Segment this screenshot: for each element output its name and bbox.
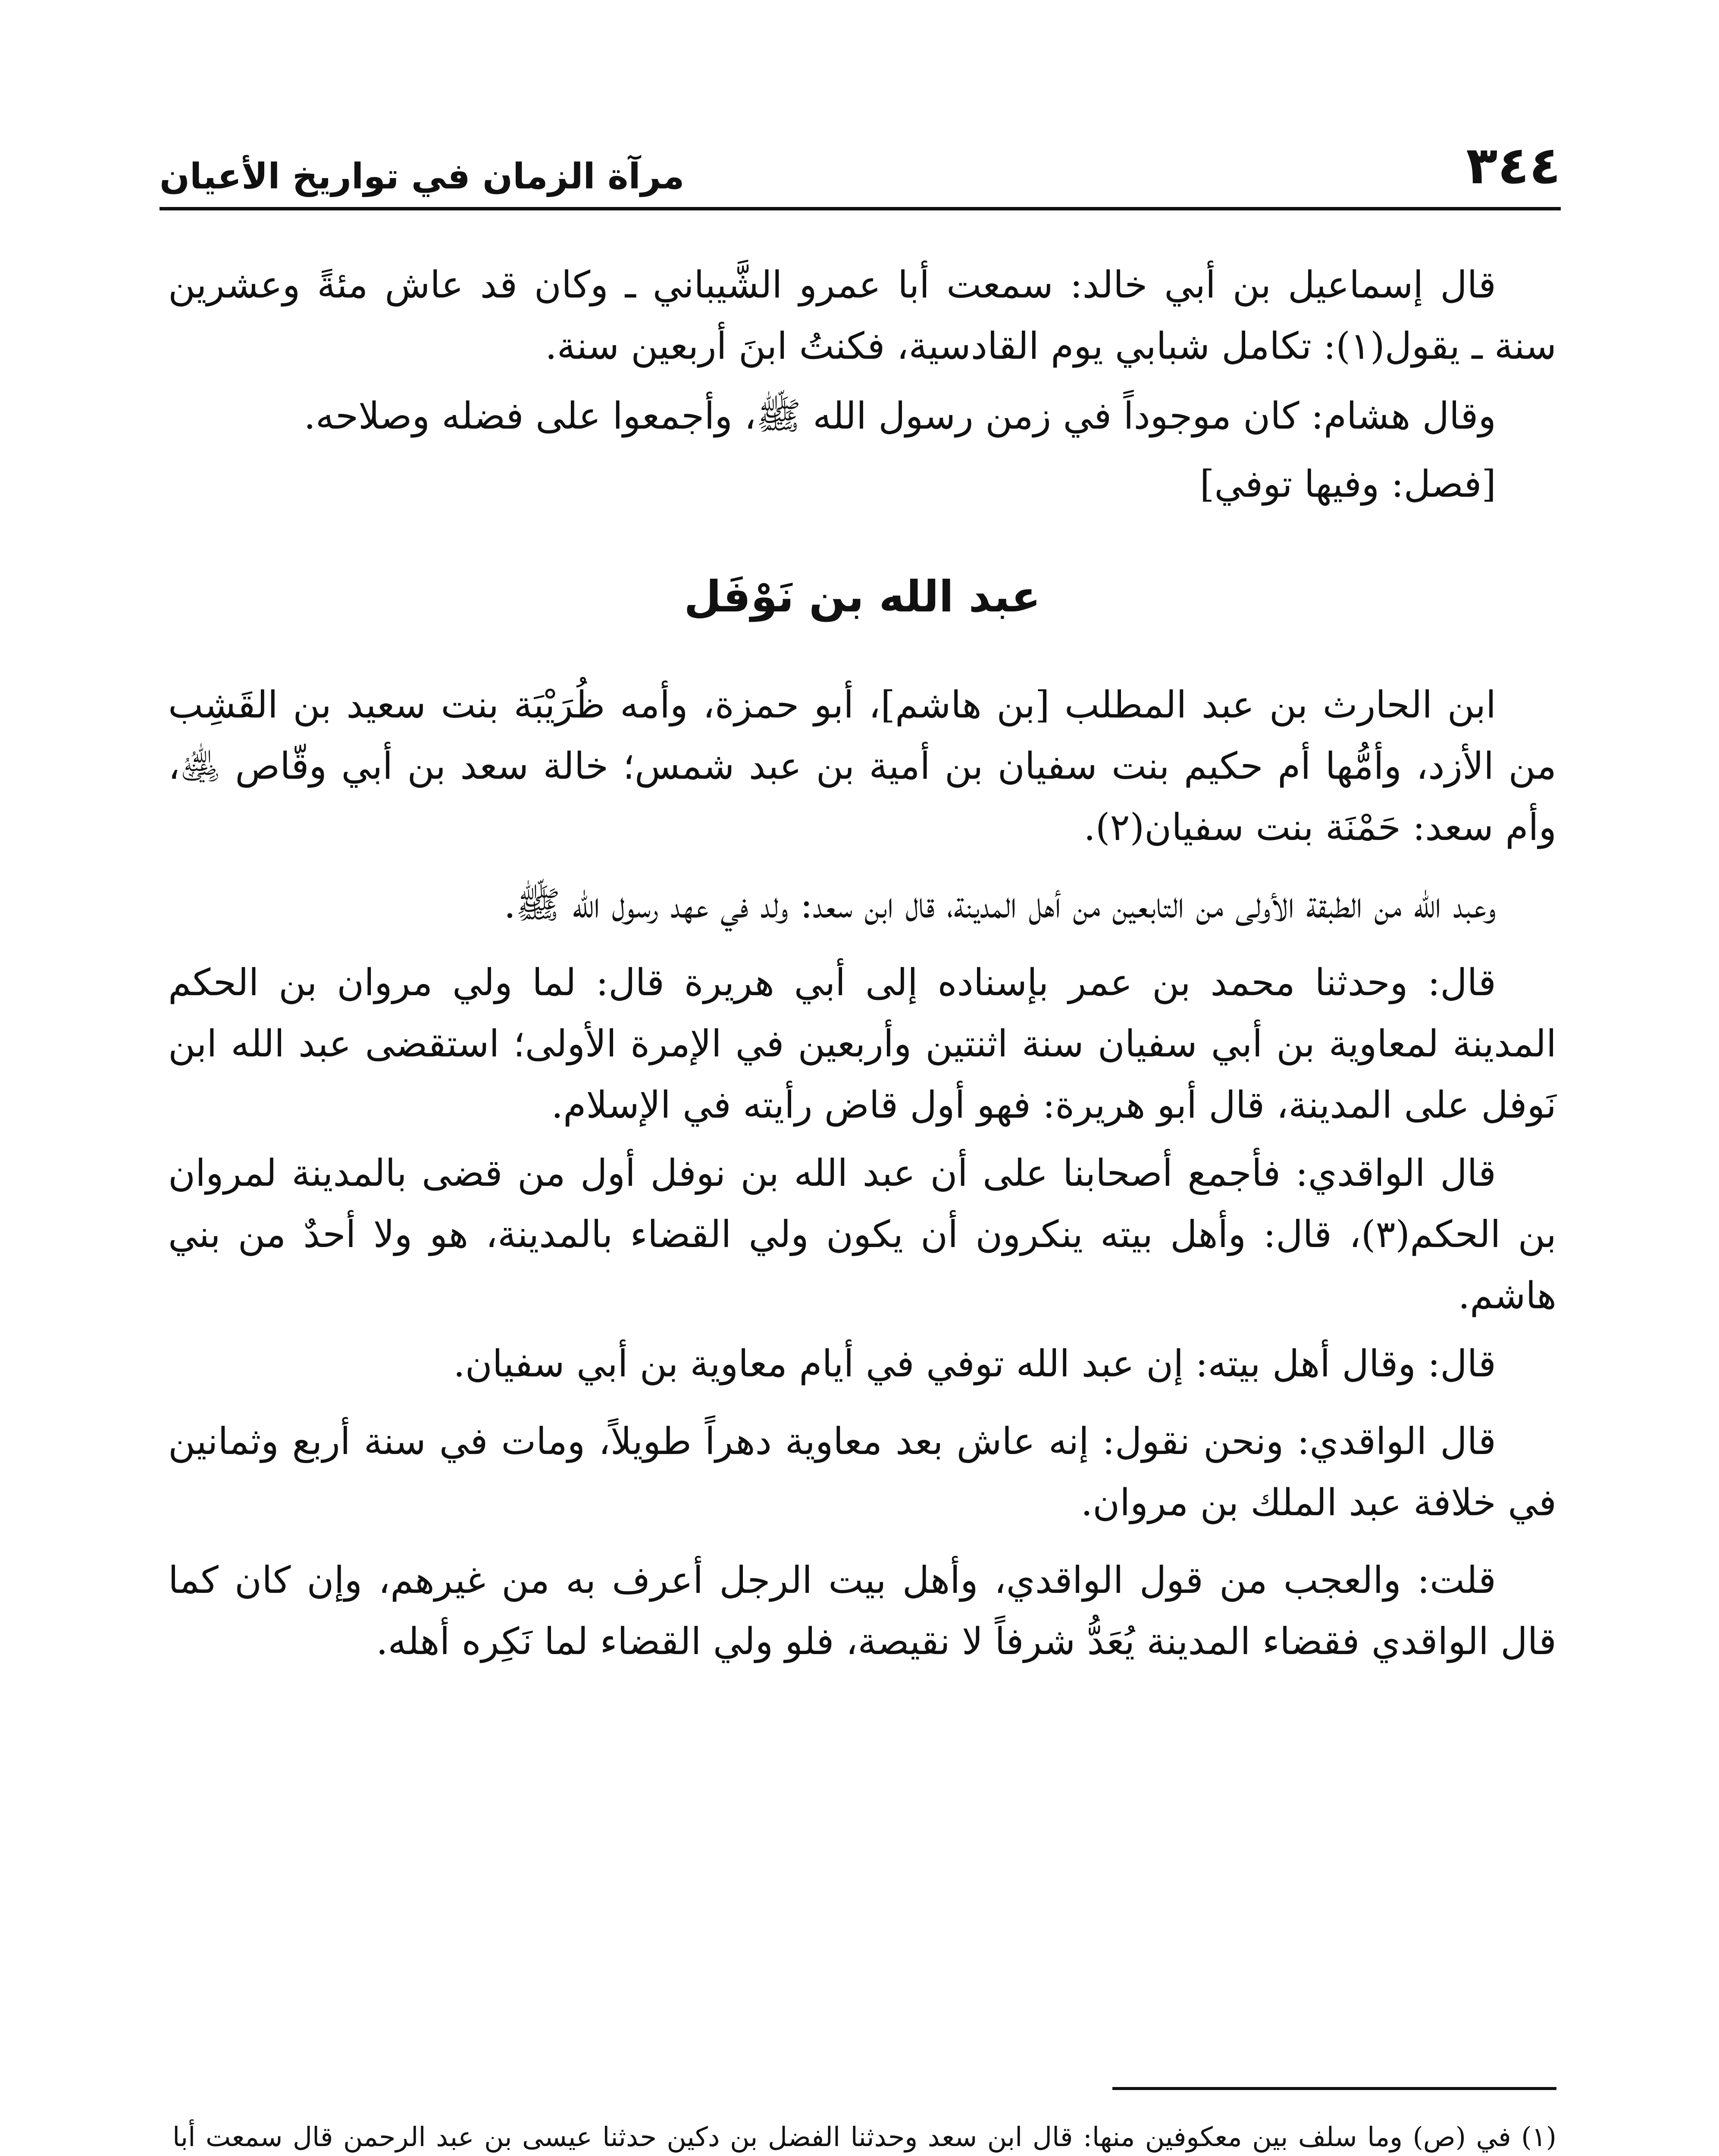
paragraph-waqidi-first: قال الواقدي: فأجمع أصحابنا على أن عبد الله بن نوفل أول من قضى بالمدينة لمروان بن الحكم(٣)، قال: وأهل بيته ينكرون أن يكون ولي القضاء بالمدينة، هو ولا أحدٌ من بني هاشم. xyxy=(168,1152,1556,1317)
running-header xyxy=(160,129,1561,216)
paragraph-family-claim: قال: وقال أهل بيته: إن عبد الله توفي في أيام معاوية بن أبي سفيان. xyxy=(453,1342,1496,1385)
paragraph-lineage: ابن الحارث بن عبد المطلب [بن هاشم]، أبو حمزة، وأمه ظُرَيْبَة بنت سعيد بن القَشِب من الأزد، وأمُّها أم حكيم بنت سفيان بن أمية بن عبد شمس؛ خالة سعد بن أبي وقّاص ﵁، وأم سعد: حَمْنَة بنت سفيان(٢). xyxy=(168,683,1556,849)
paragraph-waqidi-death: قال الواقدي: ونحن نقول: إنه عاش بعد معاوية دهراً طويلاً، ومات في سنة أربع وثمانين في خلافة عبد الملك بن مروان. xyxy=(168,1420,1556,1524)
page-number: ٣٤٤ xyxy=(1466,136,1561,196)
running-title: مرآة الزمان في تواريخ الأعيان xyxy=(160,156,685,197)
footnote-rule xyxy=(1112,2087,1556,2090)
header-rule xyxy=(160,207,1561,210)
main-text xyxy=(168,254,1556,1689)
paragraph-tabaqa: وعبد الله من الطبقة الأولى من التابعين من أهل المدينة، قال ابن سعد: ولد في عهد رسول الله ﷺ. xyxy=(504,884,1496,927)
paragraph-ismail-quote: قال إسماعيل بن أبي خالد: سمعت أبا عمرو الشَّيباني ـ وكان قد عاش مئةً وعشرين سنة ـ يقول(١): تكامل شبابي يوم القادسية، فكنتُ ابنَ أربعين سنة. xyxy=(168,263,1556,368)
footnote-1: (١) في (ص) وما سلف بين معكوفين منها: قال ابن سعد وحدثنا الفضل بن دكين حدثنا عيسى بن عبد الرحمن قال سمعت أبا xyxy=(172,2121,1556,2153)
paragraph-author-comment: قلت: والعجب من قول الواقدي، وأهل بيت الرجل أعرف به من غيرهم، وإن كان كما قال الواقدي فقضاء المدينة يُعَدُّ شرفاً لا نقيصة، فلو ولي القضاء لما نَكِره أهله. xyxy=(168,1559,1556,1663)
paragraph-abu-hurayra: قال: وحدثنا محمد بن عمر بإسناده إلى أبي هريرة قال: لما ولي مروان بن الحكم المدينة لمعاوية بن أبي سفيان سنة اثنتين وأربعين في الإمرة الأولى؛ استقضى عبد الله ابن نَوفل على المدينة، قال أبو هريرة: فهو أول قاض رأيته في الإسلام. xyxy=(168,961,1556,1127)
paragraph-hisham-quote: وقال هشام: كان موجوداً في زمن رسول الله ﷺ، وأجمعوا على فضله وصلاحه. xyxy=(304,395,1496,438)
biography-heading: عبد الله بن نَوْفَل xyxy=(684,571,1041,622)
section-marker: [فصل: وفيها توفي] xyxy=(1199,463,1496,506)
footnotes xyxy=(172,2113,1556,2156)
